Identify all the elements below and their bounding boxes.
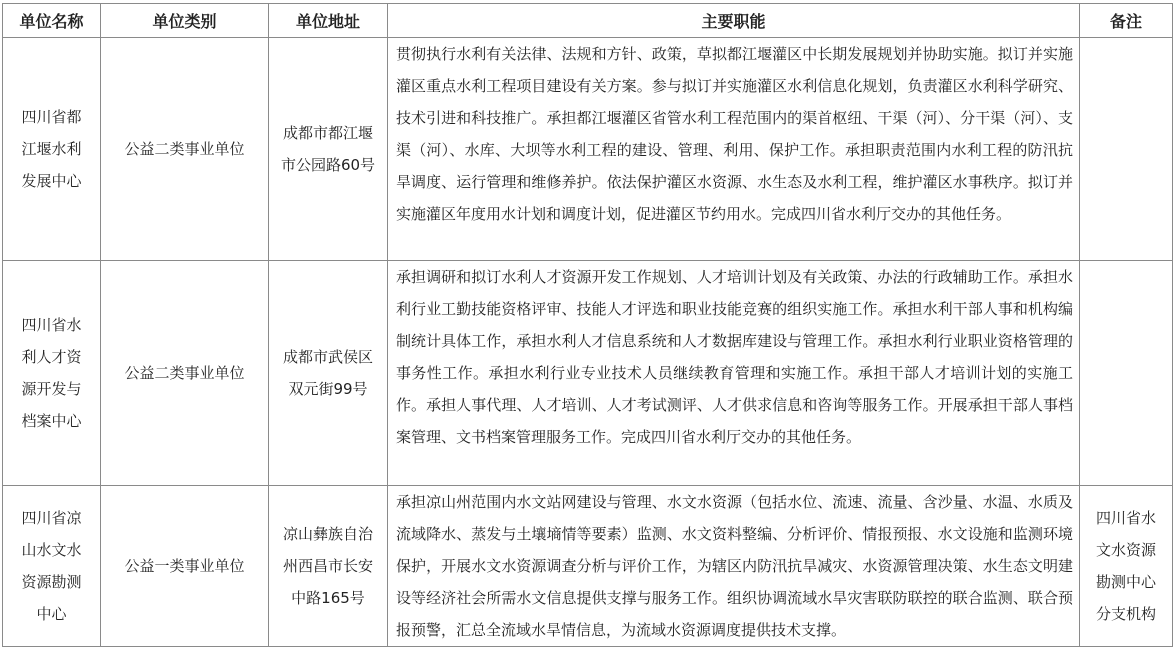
units-table: [2, 3, 1173, 647]
remarks-cell: [1080, 261, 1173, 486]
header-unit-address: 单位地址: [269, 4, 388, 38]
unit-name-cell: 四川省都江堰水利发展中心: [3, 38, 101, 261]
remarks-cell: 四川省水文水资源勘测中心分支机构: [1080, 486, 1173, 647]
unit-address-cell: 成都市都江堰市公园路60号: [269, 38, 388, 261]
header-unit-name: 单位名称: [3, 4, 101, 38]
unit-type-cell: 公益一类事业单位: [101, 486, 269, 647]
table-row: [3, 261, 1173, 486]
unit-type-cell: 公益二类事业单位: [101, 261, 269, 486]
table-row: [3, 38, 1173, 261]
unit-type-cell: 公益二类事业单位: [101, 38, 269, 261]
unit-name-cell: 四川省水利人才资源开发与档案中心: [3, 261, 101, 486]
header-unit-type: 单位类别: [101, 4, 269, 38]
main-duties-cell: 承担凉山州范围内水文站网建设与管理、水文水资源（包括水位、流速、流量、含沙量、水温、水质及流域降水、蒸发与土壤墒情等要素）监测、水文资料整编、分析评价、情报预报、水文设施和监测环境保护，开展水文水资源调查分析与评价工作，为辖区内防汛抗旱减灾、水资源管理决策、水生态文明建设等经济社会所需水文信息提供支撑与服务工作。组织协调流域水旱灾害联防联控的联合监测、联合预报预警，汇总全流域水旱情信息，为流域水资源调度提供技术支撑。: [388, 486, 1080, 647]
main-duties-cell: 贯彻执行水利有关法律、法规和方针、政策，草拟都江堰灌区中长期发展规划并协助实施。拟订并实施灌区重点水利工程项目建设有关方案。参与拟订并实施灌区水利信息化规划，负责灌区水利科学研究、技术引进和科技推广。承担都江堰灌区省管水利工程范围内的渠首枢纽、干渠（河）、分干渠（河）、支渠（河）、水库、大坝等水利工程的建设、管理、利用、保护工作。承担职责范围内水利工程的防汛抗旱调度、运行管理和维修养护。依法保护灌区水资源、水生态及水利工程，维护灌区水事秩序。拟订并实施灌区年度用水计划和调度计划，促进灌区节约用水。完成四川省水利厅交办的其他任务。: [388, 38, 1080, 261]
header-remarks: 备注: [1080, 4, 1173, 38]
header-main-duties: 主要职能: [388, 4, 1080, 38]
unit-address-cell: 凉山彝族自治州西昌市长安中路165号: [269, 486, 388, 647]
unit-address-cell: 成都市武侯区双元街99号: [269, 261, 388, 486]
remarks-cell: [1080, 38, 1173, 261]
table-row: [3, 486, 1173, 647]
unit-name-cell: 四川省凉山水文水资源勘测中心: [3, 486, 101, 647]
main-duties-cell: 承担调研和拟订水利人才资源开发工作规划、人才培训计划及有关政策、办法的行政辅助工作。承担水利行业工勤技能资格评审、技能人才评选和职业技能竞赛的组织实施工作。承担水利干部人事和机构编制统计具体工作，承担水利人才信息系统和人才数据库建设与管理工作。承担水利行业职业资格管理的事务性工作。承担水利行业专业技术人员继续教育管理和实施工作。承担干部人才培训计划的实施工作。承担人事代理、人才培训、人才考试测评、人才供求信息和咨询等服务工作。开展承担干部人事档案管理、文书档案管理服务工作。完成四川省水利厅交办的其他任务。: [388, 261, 1080, 486]
table-header-row: [3, 4, 1173, 38]
